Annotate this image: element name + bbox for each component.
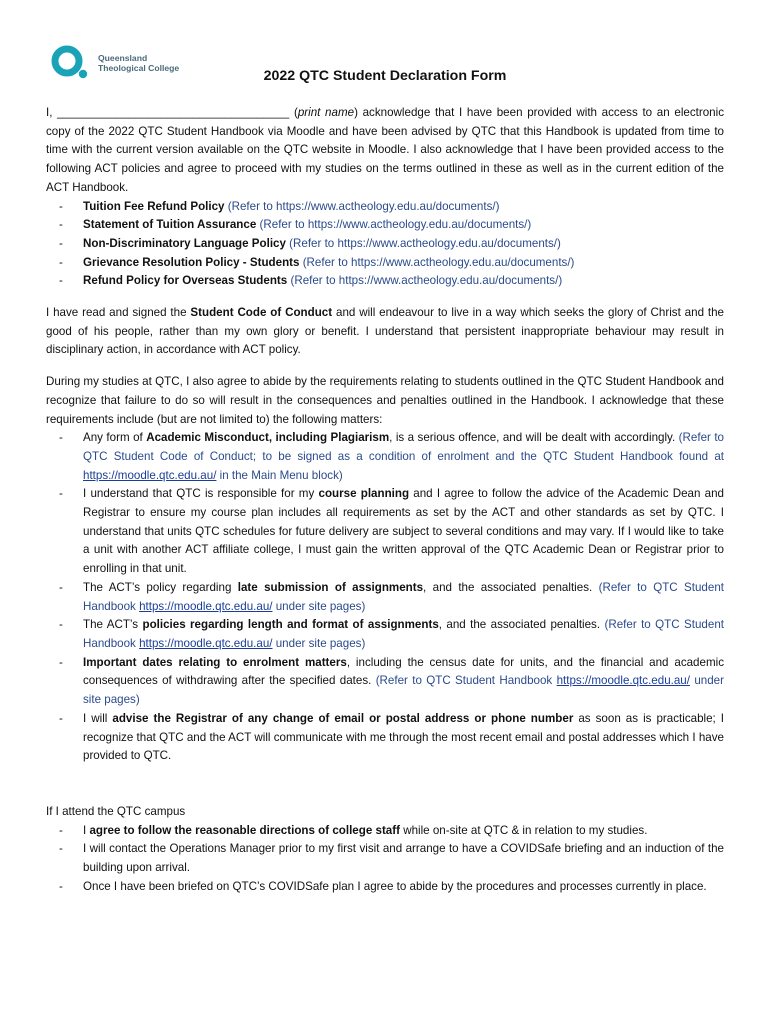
list-item [46,235,724,254]
req-text: , is a serious offence, and will be dealt with accordingly. [389,431,679,445]
list-item [46,198,724,217]
dash-bullet: - [59,711,63,725]
dash-bullet: - [59,487,63,501]
dash-bullet: - [59,580,63,594]
req-text: The ACT’s [83,618,143,632]
dash-bullet: - [59,879,63,893]
req-text: and I agree to follow the advice of the Academic Dean and Registrar to ensure my course plan includes all requirements as set by the ACT and other standards as set by QTC. I understand that units QTC schedules for future delivery are subject to several conditions and may vary. If I would like to take a unit with another ACT affiliate college, I must gain the written approval of the QTC Academic Dean or Registrar prior to enrolling in that unit. [83,487,725,576]
campus-bold: agree to follow the reasonable directions of college staff [89,823,400,837]
req-bold: Academic Misconduct, including Plagiarism [146,431,390,445]
req-ref: under site pages) [272,599,366,613]
policy-name: Refund Policy for Overseas Students [83,274,288,288]
campus-text: I [83,823,90,837]
intro-text-2: ) acknowledge that I have been provided with access to an electronic copy of the 2022 QTC Student Handbook via Moodle and have been advised by QTC that this Handbook is updated from time to time with the current version available on the QTC website in Moodle. I also acknowledge that I have been provided access to the following ACT policies and agree to proceed with my studies on the terms outlined in these as well as in the current edition of the ACT Handbook. [46,106,725,194]
req-bold: late submission of assignments [237,580,424,594]
req-text: I understand that QTC is responsible for my [83,487,319,501]
list-item [46,654,724,710]
req-ref: (Refer to QTC Student Handbook [375,674,557,688]
policy-ref: (Refer to https://www.actheology.edu.au/documents/) [285,236,561,250]
dash-bullet: - [59,823,63,837]
campus-text: I will contact the Operations Manager prior to my first visit and arrange to have a COVIDSafe briefing and an induction of the building upon arrival. [83,842,724,875]
logo-line-2: Theological College [98,63,180,73]
policy-name: Grievance Resolution Policy - Students [83,255,300,269]
req-text: Any form of [83,431,147,445]
req-ref: (Refer to QTC Student Code of Conduct; to be signed as a condition of enrolment and the QTC Student Handbook found at [83,431,725,463]
code-of-conduct-label: Student Code of Conduct [190,306,333,320]
dash-bullet: - [59,236,63,250]
moodle-link[interactable]: https://moodle.qtc.edu.au/ [83,468,217,482]
campus-list [46,822,724,897]
dash-bullet: - [59,655,63,669]
list-item [46,579,724,616]
intro-paragraph [46,104,724,198]
list-item [46,878,724,897]
req-ref: (Refer to QTC Student Handbook [83,580,724,613]
req-ref: under site pages) [272,636,366,650]
document-body [46,104,724,896]
list-item [46,710,724,766]
logo-line-1: Queensland [98,53,148,63]
list-item [46,254,724,273]
intro-text-1: I, ____________________________________ ( [46,106,298,119]
dash-bullet: - [59,842,63,856]
dash-bullet: - [59,274,63,288]
req-text: , including the census date for units, and the financial and academic consequences of withdrawing after the specified dates. [83,655,724,688]
requirements-list [46,429,724,766]
moodle-link[interactable]: https://moodle.qtc.edu.au/ [139,599,273,613]
req-ref: in the Main Menu block) [216,468,343,482]
req-bold: Important dates relating to enrolment matters [83,655,347,669]
studies-intro-paragraph: During my studies at QTC, I also agree to abide by the requirements relating to students outlined in the QTC Student Handbook and recognize that failure to do so will result in the consequences and penalties outlined in the Handbook. I acknowledge that these requirements include (but are not limited to) the following matters: [46,375,724,426]
list-item [46,840,724,877]
req-ref: under site pages) [83,674,724,707]
req-ref: (Refer to QTC Student Handbook [83,618,724,650]
conduct-paragraph [46,304,724,360]
req-bold: policies regarding length and format of assignments [142,618,439,632]
campus-text: Once I have been briefed on QTC’s COVIDSafe plan I agree to abide by the procedures and processes currently in place. [83,879,707,893]
campus-text: while on-site at QTC & in relation to my studies. [399,823,648,837]
policy-ref: (Refer to https://www.actheology.edu.au/documents/) [256,218,532,232]
dash-bullet: - [59,218,63,232]
req-text: , and the associated penalties. [438,618,605,632]
dash-bullet: - [59,255,63,269]
req-text: The ACT’s policy regarding [83,580,238,594]
list-item [46,429,724,485]
dash-bullet: - [59,618,63,632]
conduct-text-1: I have read and signed the [46,306,191,320]
req-bold: advise the Registrar of any change of email or postal address or phone number [112,711,574,725]
moodle-link[interactable]: https://moodle.qtc.edu.au/ [139,636,273,650]
conduct-text-2: and will endeavour to live in a way which seeks the glory of Christ and the good of his people, rather than my own glory or benefit. I understand that persistent inappropriate behaviour may result in disciplinary action, in accordance with ACT policy. [46,306,725,357]
req-text: as soon as is practicable; I recognize that QTC and the ACT will communicate with me through the most recent email and postal addresses which I have provided to QTC. [83,711,725,763]
policy-name: Non-Discriminatory Language Policy [83,236,286,250]
req-text: I will [83,711,113,725]
req-bold: course planning [318,487,410,501]
policy-name: Statement of Tuition Assurance [83,218,257,232]
campus-heading: If I attend the QTC campus [46,804,186,818]
list-item [46,272,724,291]
list-item [46,485,724,579]
print-name-label: print name [297,106,355,119]
page-title: 2022 QTC Student Declaration Form [263,68,507,84]
dash-bullet: - [59,431,63,445]
req-text: , and the associated penalties. [423,580,599,594]
policy-ref: (Refer to https://www.actheology.edu.au/documents/) [287,274,563,288]
policy-list [46,198,724,292]
policy-ref: (Refer to https://www.actheology.edu.au/documents/) [224,199,500,213]
policy-ref: (Refer to https://www.actheology.edu.au/documents/) [299,255,575,269]
list-item [46,616,724,653]
policy-name: Tuition Fee Refund Policy [83,199,225,213]
dash-bullet: - [59,199,63,213]
moodle-link[interactable]: https://moodle.qtc.edu.au/ [556,674,690,688]
list-item [46,216,724,235]
list-item [46,822,724,841]
